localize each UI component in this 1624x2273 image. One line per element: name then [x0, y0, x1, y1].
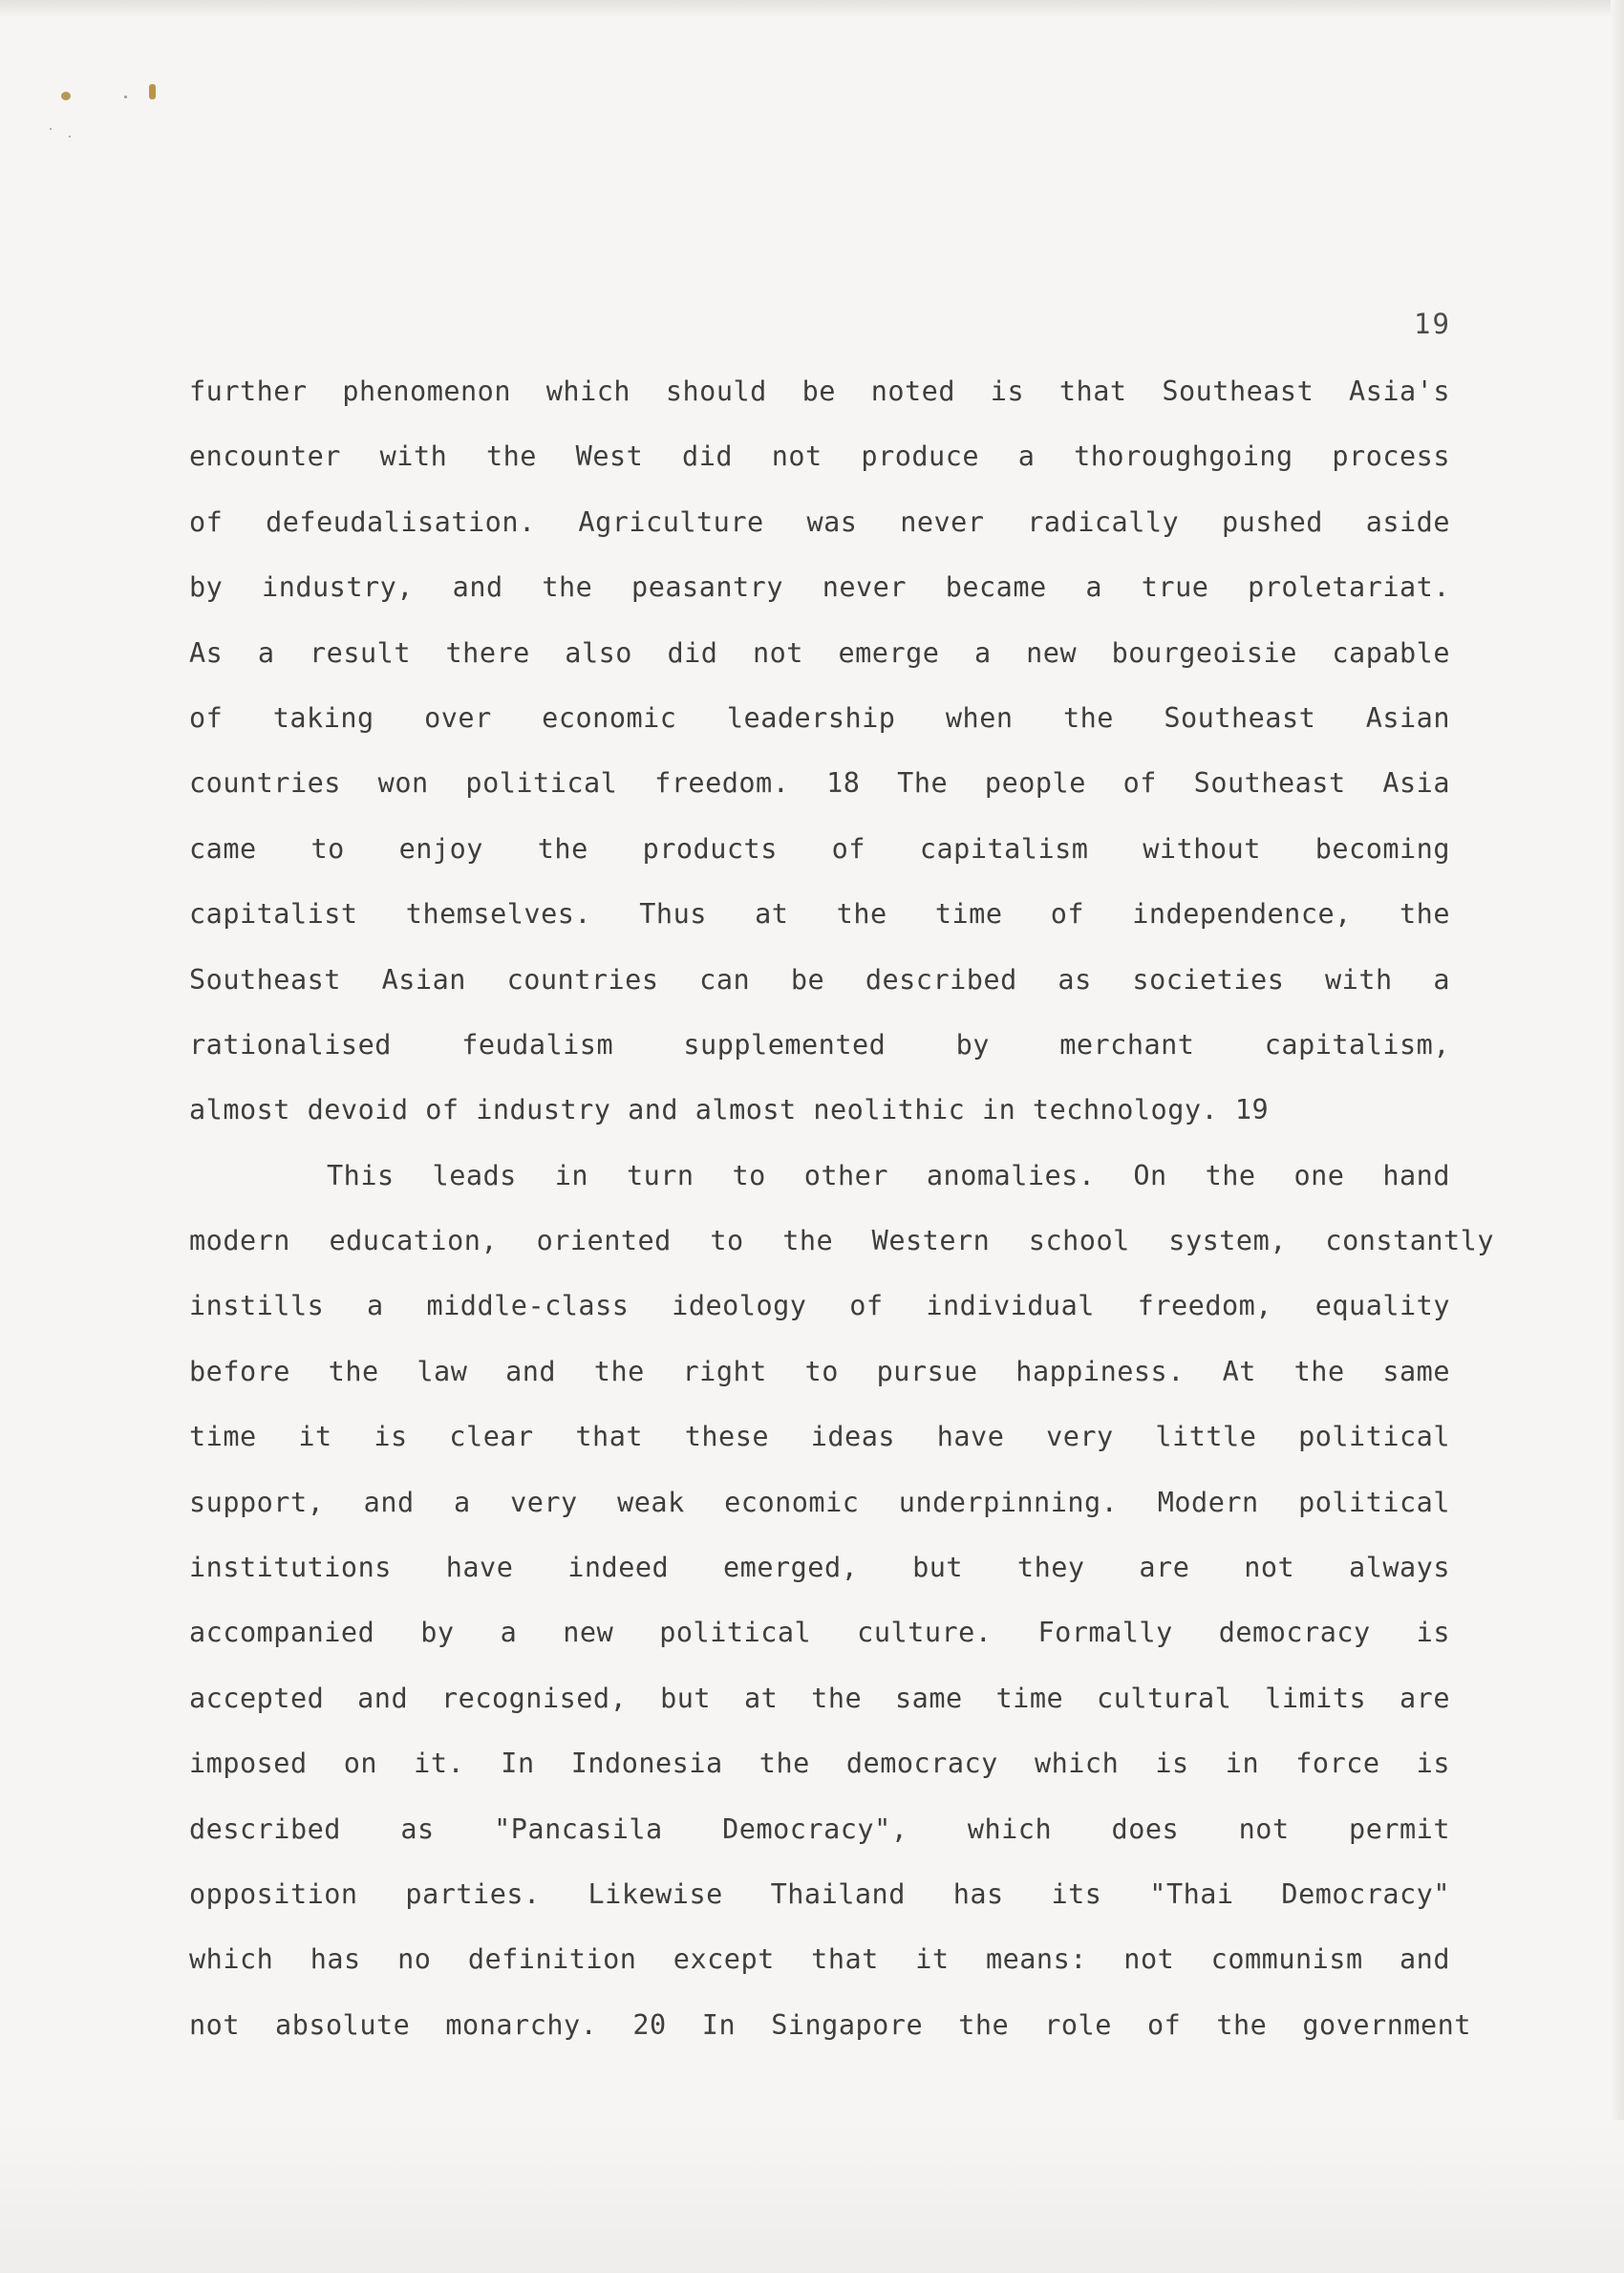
text-line: countries won political freedom. 18 The people of Southeast Asia — [189, 767, 1450, 800]
paper-speck — [124, 96, 127, 98]
text-line: modern education, oriented to the Western school system, constantly — [189, 1225, 1494, 1257]
paper-right-edge — [1611, 0, 1624, 2273]
text-line: before the law and the right to pursue happiness. At the same — [189, 1355, 1450, 1387]
paper-top-edge — [0, 0, 1624, 17]
text-line: time it is clear that these ideas have very little political — [189, 1421, 1450, 1453]
text-line: This leads in turn to other anomalies. On the one hand — [327, 1159, 1450, 1191]
text-line: by industry, and the peasantry never became a true proletariat. — [189, 571, 1450, 604]
paper-stain-mark — [61, 92, 71, 100]
paper-speck — [69, 136, 71, 138]
text-line: capitalist themselves. Thus at the time of independence, the — [189, 898, 1450, 931]
text-line: instills a middle-class ideology of individual freedom, equality — [189, 1290, 1450, 1322]
text-line: encounter with the West did not produce a thoroughgoing process — [189, 440, 1450, 473]
text-line: rationalised feudalism supplemented by merchant capitalism, — [189, 1028, 1450, 1061]
document-body — [189, 359, 1494, 2058]
text-line: accompanied by a new political culture. Formally democracy is — [189, 1617, 1450, 1649]
text-line: As a result there also did not emerge a new bourgeoisie capable — [189, 636, 1450, 669]
text-line: of taking over economic leadership when the Southeast Asian — [189, 701, 1450, 734]
text-line: support, and a very weak economic underpinning. Modern political — [189, 1486, 1450, 1518]
paragraph — [189, 359, 1450, 1144]
text-line: almost devoid of industry and almost neolithic in technology. 19 — [189, 1094, 1270, 1126]
paper-speck — [50, 128, 52, 130]
text-line: institutions have indeed emerged, but they are not always — [189, 1552, 1450, 1584]
text-line: which has no definition except that it means: not communism and — [189, 1943, 1450, 1976]
page-number: 19 — [1414, 308, 1451, 340]
text-line: came to enjoy the products of capitalism without becoming — [189, 832, 1450, 865]
text-line: further phenomenon which should be noted is that Southeast Asia's — [189, 375, 1450, 407]
paper-stain-mark — [149, 84, 156, 99]
text-line: opposition parties. Likewise Thailand has its "Thai Democracy" — [189, 1877, 1450, 1910]
text-line: of defeudalisation. Agriculture was never radically pushed aside — [189, 505, 1450, 538]
paper-bottom-shading — [0, 2120, 1624, 2273]
text-line: Southeast Asian countries can be described as societies with a — [189, 963, 1450, 996]
text-line: described as "Pancasila Democracy", which does not permit — [189, 1812, 1450, 1845]
text-line: imposed on it. In Indonesia the democracy which is in force is — [189, 1748, 1450, 1780]
text-line: not absolute monarchy. 20 In Singapore the role of the government — [189, 2008, 1471, 2041]
text-line: accepted and recognised, but at the same time cultural limits are — [189, 1682, 1450, 1714]
paragraph — [189, 1144, 1494, 2058]
